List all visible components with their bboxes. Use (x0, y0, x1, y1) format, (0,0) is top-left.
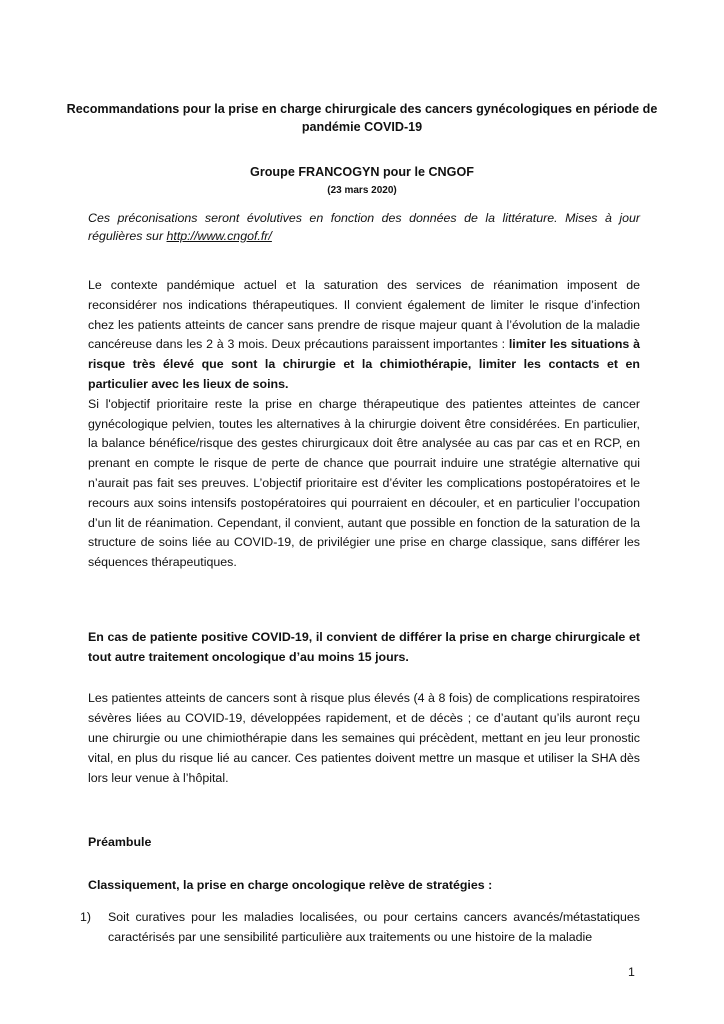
list-item-number: 1) (80, 910, 92, 924)
document-date: (23 mars 2020) (327, 185, 397, 196)
preambule-heading: Préambule (88, 835, 152, 849)
context-text: Le contexte pandémique actuel et la saturation des services de réanimation imposent de reconsidérer nos indications thérapeutiques. Il convient également de limiter le risque d’infection chez les patients atteints de cancer sans prendre de risque majeur quant à l’évolution de la maladie cancéreuse dans les 2 à 3 mois. Deux précautions paraissent importantes : (88, 278, 640, 352)
document-title: Recommandations pour la prise en charge chirurgicale des cancers gynécologiques en période de pandémie COVID-19 (66, 102, 658, 134)
cngof-link[interactable]: http://www.cngof.fr/ (166, 229, 272, 243)
context-bold-text: limiter les situations à risque très élevé que sont la chirurgie et la chimiothérapie, limiter les contacts et en particulier avec les lieux de soins. (88, 337, 640, 391)
list-item-text: Soit curatives pour les maladies localisées, ou pour certains cancers avancés/métastatiques caractérisés par une sensibilité particulière aux traitements ou une histoire de la maladie (108, 910, 640, 944)
author-group: Groupe FRANCOGYN pour le CNGOF (250, 165, 474, 179)
risk-paragraph: Les patientes atteints de cancers sont à risque plus élevés (4 à 8 fois) de complications respiratoires sévères liées au COVID-19, développées rapidement, et de décès ; ce d’autant qu’ils auront reçu une chirurgie ou une chimiothérapie dans les semaines qui précèdent, mettant en jeu leur pronostic vital, en plus du risque lié au cancer. Ces patientes doivent mettre un masque et utiliser la SHA dès lors leur venue à l’hôpital. (88, 691, 640, 785)
objective-paragraph: Si l'objectif prioritaire reste la prise en charge thérapeutique des patientes atteintes de cancer gynécologique pelvien, toutes les alternatives à la chirurgie doivent être considérées. En particulier, la balance bénéfice/risque des gestes chirurgicaux doit être analysée au cas par cas et en RCP, en prenant en compte le risque de perte de chance que pourrait induire une stratégie alternative qui n’aurait pas fait ses preuves. L’objectif prioritaire est d’éviter les complications postopératoires et le recours aux soins intensifs postopératoires qui pourraient en découler, et en particulier l’occupation d’un lit de réanimation. Cependant, il convient, autant que possible en fonction de la saturation de la structure de soins liée au COVID-19, de privilégier une prise en charge classique, sans différer les séquences thérapeutiques. (88, 396, 640, 570)
strategies-heading: Classiquement, la prise en charge oncologique relève de stratégies : (88, 878, 493, 892)
covid-positive-paragraph: En cas de patiente positive COVID-19, il convient de différer la prise en charge chirurgicale et tout autre traitement oncologique d’au moins 15 jours. (88, 630, 640, 664)
context-paragraph (88, 276, 640, 573)
intro-text: Ces préconisations seront évolutives en fonction des données de la littérature. Mises à jour régulières sur (88, 211, 640, 243)
intro-note (88, 209, 640, 245)
page-number: 1 (628, 965, 635, 979)
